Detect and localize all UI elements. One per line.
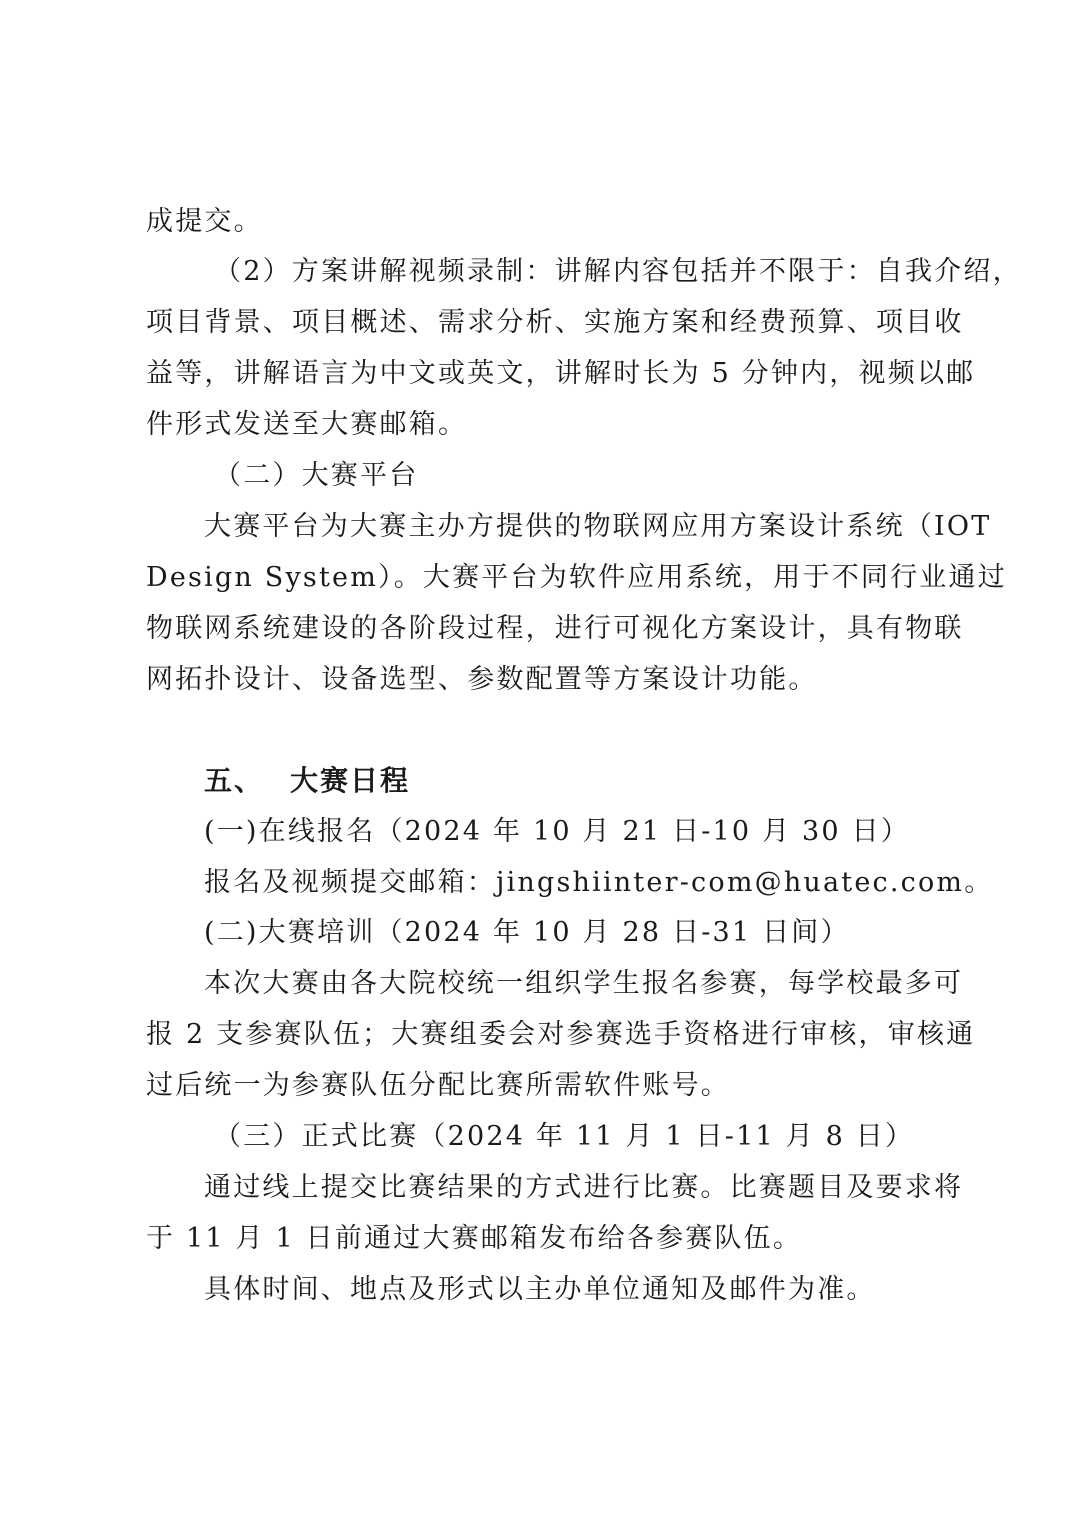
text-line: （2）方案讲解视频录制：讲解内容包括并不限于：自我介绍， — [214, 256, 1022, 287]
schedule-line: 报 2 支参赛队伍；大赛组委会对参赛选手资格进行审核，审核通 — [146, 1019, 976, 1050]
schedule-line: (一)在线报名（2024 年 10 月 21 日-10 月 30 日） — [204, 816, 910, 847]
text-line: 大赛平台为大赛主办方提供的物联网应用方案设计系统（IOT — [204, 511, 992, 542]
subheading: （二）大赛平台 — [214, 460, 419, 491]
text-line: Design System）。大赛平台为软件应用系统，用于不同行业通过 — [146, 562, 1007, 593]
text-line: 项目背景、项目概述、需求分析、实施方案和经费预算、项目收 — [146, 307, 964, 338]
schedule-line: (二)大赛培训（2024 年 10 月 28 日-31 日间） — [204, 917, 850, 948]
text-line: 成提交。 — [146, 206, 263, 237]
schedule-line: （三）正式比赛（2024 年 11 月 1 日-11 月 8 日） — [214, 1121, 915, 1152]
schedule-line: 具体时间、地点及形式以主办单位通知及邮件为准。 — [204, 1274, 876, 1305]
section-heading — [204, 763, 410, 799]
schedule-line: 通过线上提交比赛结果的方式进行比赛。比赛题目及要求将 — [204, 1172, 964, 1203]
section-title: 大赛日程 — [290, 764, 411, 797]
schedule-line: 本次大赛由各大院校统一组织学生报名参赛，每学校最多可 — [204, 968, 964, 999]
section-number: 五、 — [204, 764, 265, 797]
schedule-line: 过后统一为参赛队伍分配比赛所需软件账号。 — [146, 1070, 730, 1101]
schedule-line: 报名及视频提交邮箱：jingshiinter-com@huatec.com。 — [204, 867, 994, 898]
text-line: 网拓扑设计、设备选型、参数配置等方案设计功能。 — [146, 664, 818, 695]
text-line: 物联网系统建设的各阶段过程，进行可视化方案设计，具有物联 — [146, 613, 964, 644]
schedule-line: 于 11 月 1 日前通过大赛邮箱发布给各参赛队伍。 — [146, 1223, 803, 1254]
text-line: 件形式发送至大赛邮箱。 — [146, 409, 468, 440]
text-line: 益等，讲解语言为中文或英文，讲解时长为 5 分钟内，视频以邮 — [146, 358, 976, 389]
